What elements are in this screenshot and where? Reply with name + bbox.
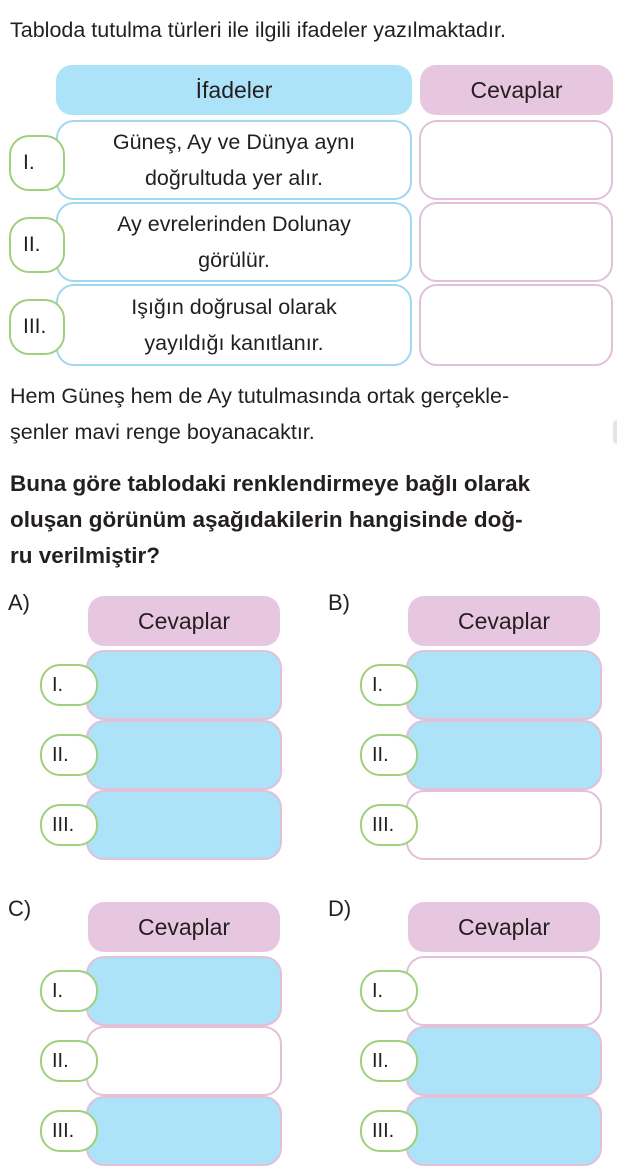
- option-cell-2: [86, 1026, 282, 1096]
- statement-row-1: [56, 120, 412, 200]
- option-label: III.: [40, 804, 98, 846]
- page-edge-marker: [613, 420, 617, 444]
- row-label-1: I.: [9, 135, 65, 191]
- option-letter: B): [328, 590, 350, 615]
- option-label: II.: [360, 1040, 418, 1082]
- statement-row-2: [56, 202, 412, 282]
- option-letter: C): [8, 896, 32, 921]
- question-line: Buna göre tablodaki renklendirmeye bağlı olarak: [10, 471, 531, 496]
- statement-line: yayıldığı kanıtlanır.: [144, 331, 324, 355]
- option-cell-3: [86, 1096, 282, 1166]
- option-label: I.: [360, 664, 418, 706]
- option-header: Cevaplar: [88, 902, 280, 952]
- statement-line: Işığın doğrusal olarak: [131, 295, 337, 319]
- option-cell-1: [86, 956, 282, 1026]
- statement-line: Ay evrelerinden Dolunay: [117, 212, 351, 236]
- option-cell-1: [86, 650, 282, 720]
- row-label-3: III.: [9, 299, 65, 355]
- option-header: Cevaplar: [408, 902, 600, 952]
- option-cell-2: [406, 720, 602, 790]
- option-label: III.: [360, 1110, 418, 1152]
- statement-row-3: [56, 284, 412, 366]
- answer-cell-2[interactable]: [419, 202, 613, 282]
- question-line: oluşan görünüm aşağıdakilerin hangisinde doğ-: [10, 507, 523, 532]
- option-letter: D): [328, 896, 352, 921]
- intro-text: Tabloda tutulma türleri ile ilgili ifadeler yazılmaktadır.: [10, 18, 506, 42]
- answer-cell-1[interactable]: [419, 120, 613, 200]
- option-cell-1: [406, 650, 602, 720]
- option-label: II.: [360, 734, 418, 776]
- option-label: I.: [40, 664, 98, 706]
- question-text: [10, 466, 530, 574]
- option-label: II.: [40, 1040, 98, 1082]
- paragraph-line: şenler mavi renge boyanacaktır.: [10, 420, 315, 444]
- statement-line: Güneş, Ay ve Dünya aynı: [112, 130, 356, 154]
- answer-cell-3[interactable]: [419, 284, 613, 366]
- statements-header: İfadeler: [56, 65, 412, 115]
- statement-line: görülür.: [198, 248, 270, 272]
- option-label: III.: [40, 1110, 98, 1152]
- option-cell-3: [86, 790, 282, 860]
- option-cell-3: [406, 790, 602, 860]
- option-label: II.: [40, 734, 98, 776]
- option-label: III.: [360, 804, 418, 846]
- question-line: ru verilmiştir?: [10, 543, 161, 568]
- option-label: I.: [360, 970, 418, 1012]
- option-label: I.: [40, 970, 98, 1012]
- row-label-2: II.: [9, 217, 65, 273]
- option-header: Cevaplar: [408, 596, 600, 646]
- option-header: Cevaplar: [88, 596, 280, 646]
- option-cell-2: [86, 720, 282, 790]
- paragraph-line: Hem Güneş hem de Ay tutulmasında ortak gerçekle-: [10, 384, 510, 408]
- option-cell-1: [406, 956, 602, 1026]
- statement-line: doğrultuda yer alır.: [144, 166, 324, 190]
- option-cell-3: [406, 1096, 602, 1166]
- option-letter: A): [8, 590, 30, 615]
- answers-header: Cevaplar: [420, 65, 613, 115]
- info-paragraph: [10, 378, 509, 450]
- option-cell-2: [406, 1026, 602, 1096]
